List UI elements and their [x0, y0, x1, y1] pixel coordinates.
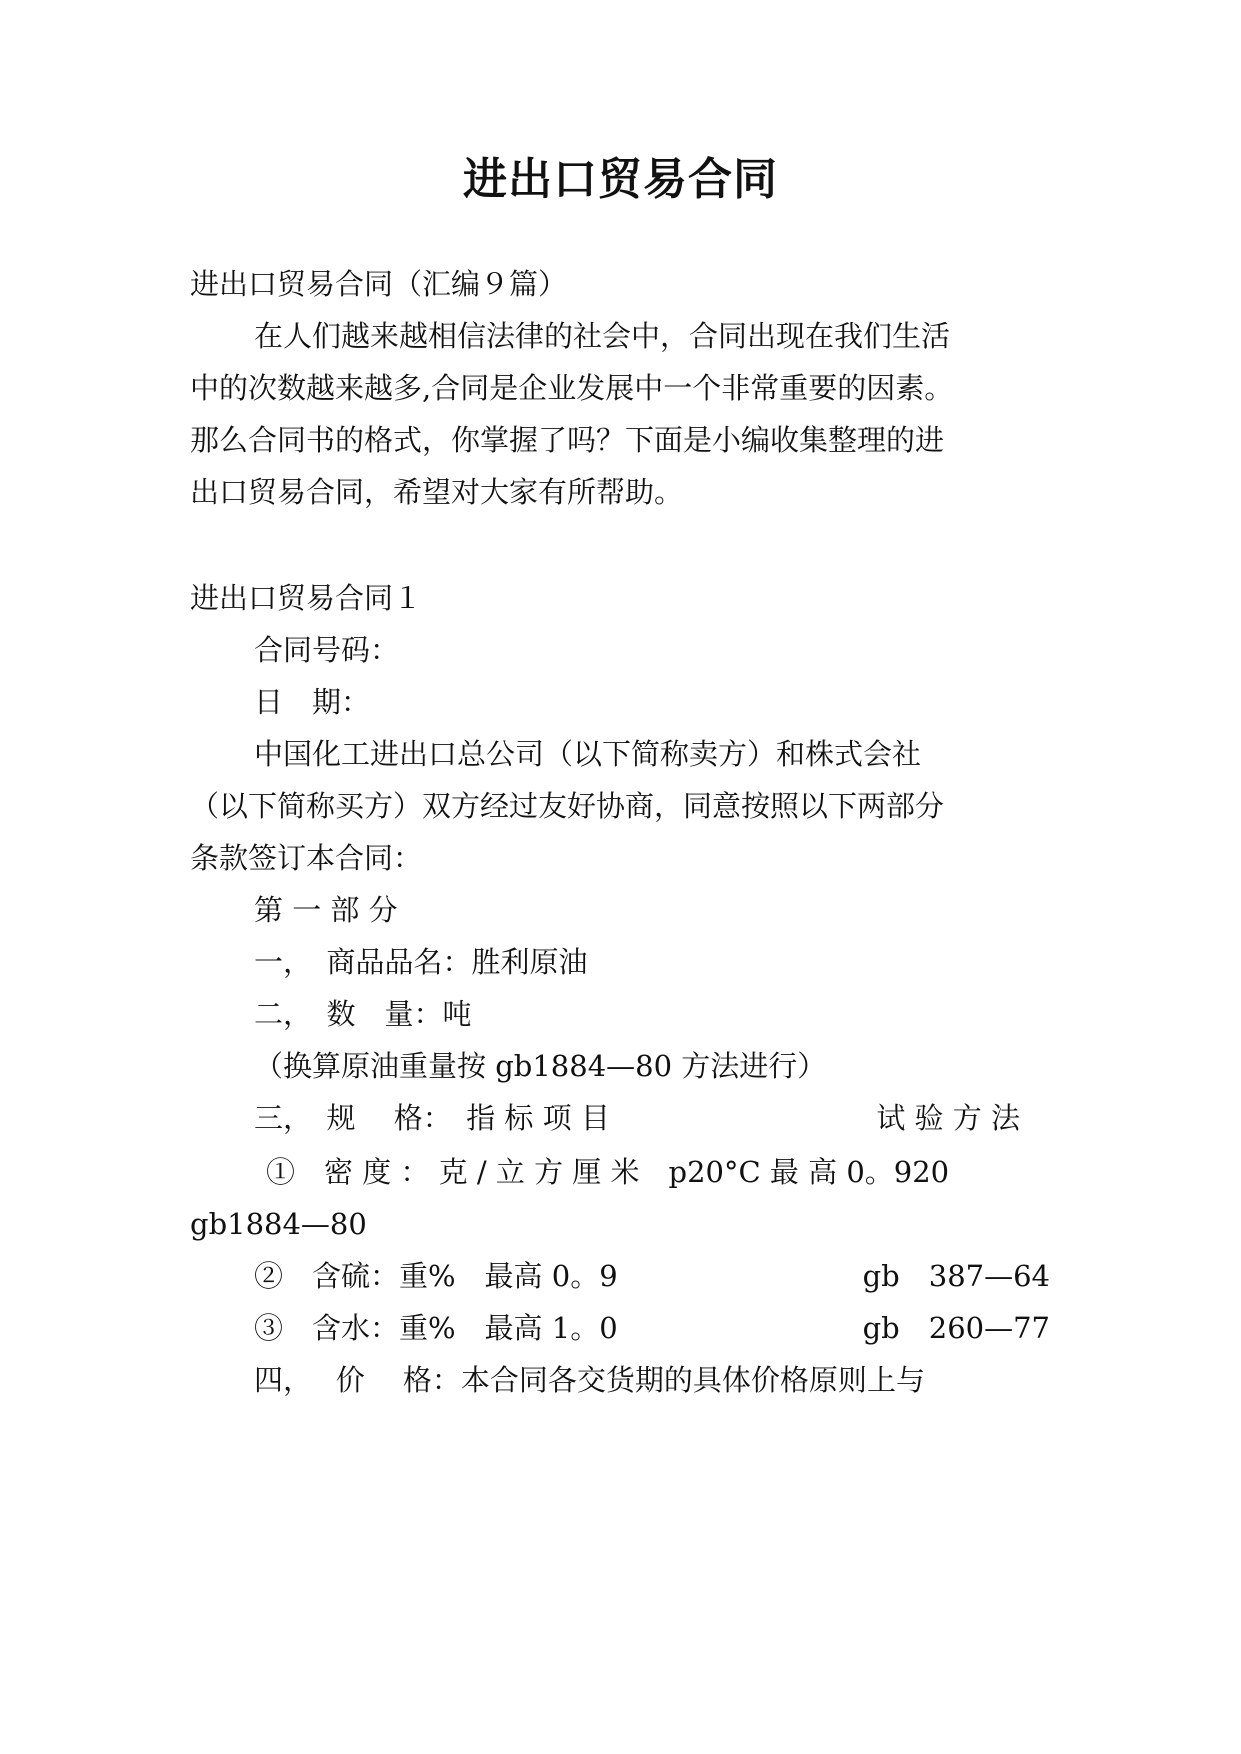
- clause-spec-label: 三， 规 格： 指 标 项 目: [254, 1101, 610, 1135]
- spec-sulfur-row: [254, 1256, 1050, 1296]
- document-subtitle: 进出口贸易合同（汇编９篇）: [190, 267, 568, 301]
- date-label: 日 期：: [254, 685, 371, 719]
- spec-water-row: [254, 1308, 1050, 1348]
- intro-line-2: 中的次数越来越多,合同是企业发展中一个非常重要的因素。: [190, 371, 954, 405]
- part-heading: 第 一 部 分: [254, 893, 398, 927]
- clause-quantity: 二， 数 量：吨: [254, 997, 472, 1031]
- spec-density: ① 密 度 ： 克 / 立 方 厘 米 p20°C 最 高 0。920: [266, 1155, 950, 1189]
- intro-line-4: 出口贸易合同，希望对大家有所帮助。: [190, 475, 684, 509]
- clause-spec-row: [254, 1098, 1050, 1138]
- document-title: 进出口贸易合同: [463, 154, 778, 205]
- parties-line-2: （以下简称买方）双方经过友好协商，同意按照以下两部分: [190, 789, 945, 823]
- spec-water: ③ 含水：重% 最高 1。0: [254, 1311, 618, 1345]
- spec-sulfur: ② 含硫：重% 最高 0。9: [254, 1259, 618, 1293]
- parties-line-3: 条款签订本合同：: [190, 841, 423, 875]
- intro-line-1: 在人们越来越相信法律的社会中，合同出现在我们生活: [254, 319, 951, 353]
- intro-line-3: 那么合同书的格式，你掌握了吗？下面是小编收集整理的进: [190, 423, 945, 457]
- spec-sulfur-method: gb 387—64: [862, 1259, 1050, 1293]
- clause-product: 一， 商品品名：胜利原油: [254, 945, 588, 979]
- clause-quantity-note: （换算原油重量按 gb1884—80 方法进行）: [254, 1049, 827, 1083]
- spec-water-method: gb 260—77: [862, 1311, 1050, 1345]
- section-heading: 进出口贸易合同１: [190, 581, 423, 615]
- spec-density-method: gb1884—80: [190, 1207, 367, 1241]
- clause-price: 四， 价 格：本合同各交货期的具体价格原则上与: [254, 1363, 925, 1397]
- parties-line-1: 中国化工进出口总公司（以下简称卖方）和株式会社: [254, 737, 922, 771]
- contract-number-label: 合同号码：: [254, 633, 400, 667]
- clause-spec-method-header: 试 验 方 法: [876, 1101, 1020, 1135]
